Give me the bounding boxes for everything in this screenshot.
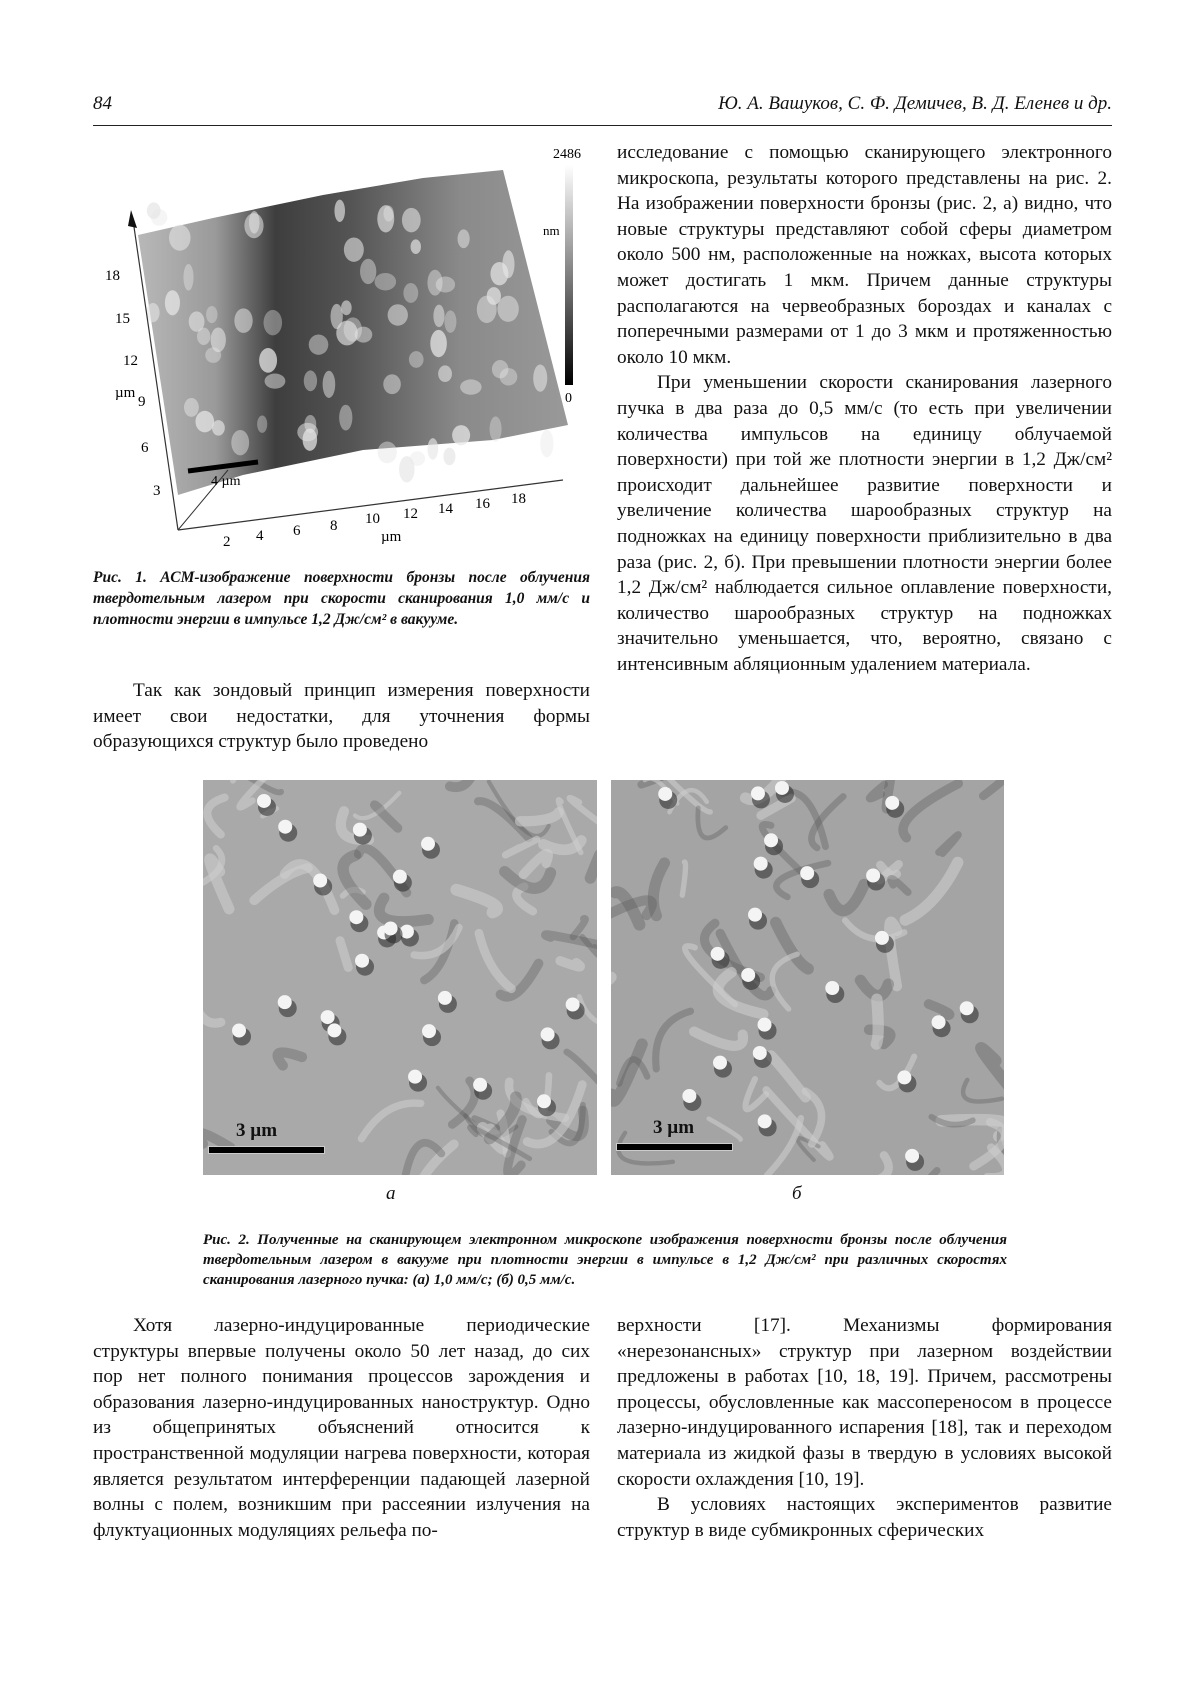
submicron-sphere bbox=[232, 1024, 246, 1038]
submicron-sphere bbox=[825, 981, 839, 995]
scale-bar-label: 4 µm bbox=[211, 474, 241, 489]
surface-texture bbox=[876, 999, 878, 1044]
page-number: 84 bbox=[93, 93, 112, 115]
figure-1-afm-image bbox=[93, 140, 593, 550]
submicron-sphere bbox=[758, 1018, 772, 1032]
scale-bar-label: 3 µm bbox=[653, 1117, 694, 1139]
submicron-sphere bbox=[741, 968, 755, 982]
surface-peak bbox=[341, 300, 352, 315]
surface-peak bbox=[360, 259, 376, 284]
surface-texture bbox=[560, 961, 580, 967]
surface-peak bbox=[490, 262, 508, 285]
colorbar-unit: nm bbox=[543, 223, 560, 238]
x-tick: 16 bbox=[475, 496, 491, 512]
submicron-sphere bbox=[711, 947, 725, 961]
submicron-sphere bbox=[473, 1078, 487, 1092]
y-tick: 9 bbox=[138, 394, 146, 410]
submicron-sphere bbox=[866, 868, 880, 882]
surface-peak bbox=[428, 438, 439, 460]
submicron-sphere bbox=[875, 931, 889, 945]
surface-peak bbox=[234, 308, 252, 333]
surface-peak bbox=[444, 310, 456, 333]
submicron-sphere bbox=[754, 857, 768, 871]
x-tick: 12 bbox=[403, 506, 418, 522]
surface-peak bbox=[344, 237, 364, 261]
surface-peak bbox=[212, 420, 225, 436]
surface-peak bbox=[189, 311, 205, 331]
submicron-sphere bbox=[758, 1114, 772, 1128]
paragraph: Хотя лазерно-индуцированные периодические структуры впервые получены около 50 лет назад, до сих пор нет полного понимания процессов зарождения и образования лазерно-индуцированных наноструктур. Одно из общепринятых объяснений относится к пространственной модуляции нагрева поверхности, которая является результатом интерференции падающей лазерной волны с полем, возникшим при рассеянии излучения на флуктуационных модуляциях рельефа по- bbox=[93, 1313, 590, 1543]
paragraph: При уменьшении скорости сканирования лазерного пучка в два раза до 0,5 мм/с (то есть при увеличении количества импульсов на единицу облучаемой поверхности) при той же плотности энергии в 1,2 Дж/см² происходит дальнейшее развитие поверхности и увеличение количества шарообразных структур на подножках на единицу поверхности приблизительно в два раза (рис. 2, б). При превышении плотности энергии более 1,2 Дж/см² наблюдается сильное оплавление поверхности, количество шарообразных структур на подножках значительно уменьшается, что, вероятно, связано с интенсивным абляционным удалением материала. bbox=[617, 370, 1112, 677]
y-axis-unit: µm bbox=[115, 385, 136, 401]
surface-peak bbox=[259, 348, 277, 373]
submicron-sphere bbox=[800, 866, 814, 880]
sem-image-a bbox=[203, 780, 597, 1175]
surface-peak bbox=[378, 441, 397, 463]
x-tick: 2 bbox=[223, 534, 231, 550]
colorbar-min: 0 bbox=[565, 391, 572, 406]
submicron-sphere bbox=[438, 991, 452, 1005]
surface-peak bbox=[257, 415, 267, 432]
surface-peak bbox=[430, 330, 447, 357]
y-tick: 18 bbox=[105, 268, 120, 284]
y-tick: 15 bbox=[115, 311, 130, 327]
bottom-left-text bbox=[93, 1313, 590, 1543]
y-axis-arrow-icon bbox=[128, 210, 137, 228]
surface-peak bbox=[146, 303, 159, 322]
surface-peak bbox=[388, 304, 408, 325]
scale-bar bbox=[616, 1143, 733, 1151]
paragraph: В условиях настоящих экспериментов развитие структур в виде субмикронных сферических bbox=[617, 1492, 1112, 1543]
paragraph: верхности [17]. Механизмы формирования «нерезонансных» структур при лазерном воздействии предложены в работах [10, 18, 19]. Причем, рассмотрены процессы, обусловленные как массопереносом в процессе лазерно-индуцированного испарения [18], так и переходом материала из жидкой фазы в твердую в условиях высокой скорости охлаждения [10, 19]. bbox=[617, 1313, 1112, 1492]
surface-peak bbox=[195, 411, 214, 433]
submicron-sphere bbox=[885, 796, 899, 810]
submicron-sphere bbox=[897, 1070, 911, 1084]
surface-peak bbox=[433, 305, 444, 327]
surface-peak bbox=[304, 370, 317, 391]
scale-bar-label: 3 µm bbox=[236, 1120, 277, 1142]
scale-bar bbox=[208, 1146, 325, 1154]
y-tick: 3 bbox=[153, 483, 161, 499]
surface-peak bbox=[411, 239, 421, 254]
submicron-sphere bbox=[751, 786, 765, 800]
surface-peak bbox=[206, 306, 217, 323]
surface-peak bbox=[183, 264, 193, 291]
surface-peak bbox=[334, 200, 345, 222]
panel-label-a: а bbox=[386, 1183, 396, 1205]
running-header-authors: Ю. А. Вашуков, С. Ф. Демичев, В. Д. Еленев и др. bbox=[718, 93, 1112, 115]
submicron-sphere bbox=[541, 1027, 555, 1041]
surface-peak bbox=[309, 334, 329, 354]
surface-peak bbox=[427, 270, 442, 296]
submicron-sphere bbox=[753, 1046, 767, 1060]
submicron-sphere bbox=[321, 1010, 335, 1024]
submicron-sphere bbox=[422, 1024, 436, 1038]
submicron-sphere bbox=[905, 1149, 919, 1163]
surface-peak bbox=[375, 273, 397, 290]
submicron-sphere bbox=[421, 837, 435, 851]
surface-peak bbox=[452, 425, 470, 445]
submicron-sphere bbox=[682, 1089, 696, 1103]
surface-peak bbox=[402, 208, 421, 233]
left-column-text bbox=[93, 678, 590, 755]
surface-peak bbox=[540, 430, 553, 458]
surface-peak bbox=[231, 430, 249, 455]
submicron-sphere bbox=[960, 1001, 974, 1015]
bottom-right-text bbox=[617, 1313, 1112, 1543]
submicron-sphere bbox=[278, 995, 292, 1009]
surface-peak bbox=[264, 310, 283, 336]
surface-peak bbox=[377, 205, 394, 232]
surface-peak bbox=[339, 405, 352, 431]
submicron-sphere bbox=[278, 820, 292, 834]
surface-peak bbox=[151, 209, 168, 226]
paragraph: Так как зондовый принцип измерения поверхности имеет свои недостатки, для уточнения формы образующихся структур было проведено bbox=[93, 678, 590, 755]
surface-peak bbox=[249, 211, 260, 234]
right-column-text bbox=[617, 140, 1112, 677]
colorbar-max: 2486 bbox=[553, 147, 581, 162]
surface-peak bbox=[169, 225, 191, 251]
surface-peak bbox=[399, 456, 415, 482]
surface-peak bbox=[336, 321, 358, 346]
submicron-sphere bbox=[355, 954, 369, 968]
sem-image-b bbox=[611, 780, 1004, 1175]
submicron-sphere bbox=[384, 921, 398, 935]
submicron-sphere bbox=[313, 874, 327, 888]
x-tick: 18 bbox=[511, 491, 526, 507]
y-tick: 12 bbox=[123, 353, 138, 369]
panel-label-b: б bbox=[792, 1183, 802, 1205]
figure-1-caption: Рис. 1. АСМ-изображение поверхности бронзы после облучения твердотельным лазером при скорости сканирования 1,0 мм/с и плотности энергии в импульсе 1,2 Дж/см² в вакууме. bbox=[93, 567, 590, 630]
submicron-sphere bbox=[566, 997, 580, 1011]
y-tick: 6 bbox=[141, 440, 149, 456]
figure-2-caption: Рис. 2. Полученные на сканирующем электронном микроскопе изображения поверхности бронзы после облучения твердотельным лазером в вакууме при плотности энергии в импульсе в 1,2 Дж/см² при различных скоростях сканирования лазерного пучка: (а) 1,0 мм/с; (б) 0,5 мм/с. bbox=[203, 1230, 1007, 1290]
x-tick: 4 bbox=[256, 528, 264, 544]
x-tick: 10 bbox=[365, 511, 380, 527]
surface-peak bbox=[497, 296, 518, 322]
paragraph: исследование с помощью сканирующего электронного микроскопа, результаты которого представлены на рис. 2. На изображении поверхности бронзы (рис. 2, а) видно, что новые структуры представляют собой сферы диаметром около 500 нм, расположенные на ножках, высота которых может достигать 1 мкм. Причем данные структуры располагаются на червеобразных бороздах и каналах с поперечными размерами от 1 до 3 мкм и протяженностью около 10 мкм. bbox=[617, 140, 1112, 370]
submicron-sphere bbox=[764, 833, 778, 847]
surface-peak bbox=[165, 290, 180, 315]
submicron-sphere bbox=[748, 908, 762, 922]
submicron-sphere bbox=[408, 1070, 422, 1084]
x-axis-unit: µm bbox=[381, 529, 402, 545]
submicron-sphere bbox=[349, 910, 363, 924]
surface-peak bbox=[323, 371, 336, 398]
submicron-sphere bbox=[257, 794, 271, 808]
surface-peak bbox=[500, 368, 518, 385]
surface-texture bbox=[889, 922, 897, 987]
surface-peak bbox=[211, 327, 226, 352]
x-tick: 14 bbox=[438, 501, 454, 517]
submicron-sphere bbox=[327, 1023, 341, 1037]
surface-peak bbox=[458, 229, 470, 248]
submicron-sphere bbox=[713, 1056, 727, 1070]
surface-peak bbox=[460, 379, 481, 394]
x-tick: 8 bbox=[330, 518, 338, 534]
surface-peak bbox=[184, 398, 199, 417]
surface-peak bbox=[409, 351, 424, 368]
surface-peak bbox=[403, 283, 418, 303]
submicron-sphere bbox=[393, 870, 407, 884]
header-rule bbox=[93, 125, 1112, 126]
x-tick: 6 bbox=[293, 523, 301, 539]
surface-peak bbox=[438, 365, 452, 382]
surface-peak bbox=[443, 448, 455, 466]
surface-peak bbox=[383, 374, 401, 394]
colorbar bbox=[565, 165, 573, 385]
submicron-sphere bbox=[932, 1015, 946, 1029]
submicron-sphere bbox=[537, 1094, 551, 1108]
submicron-sphere bbox=[353, 823, 367, 837]
submicron-sphere bbox=[775, 781, 789, 795]
surface-peak bbox=[533, 364, 547, 391]
submicron-sphere bbox=[658, 787, 672, 801]
surface-peak bbox=[297, 423, 318, 441]
surface-peak bbox=[477, 296, 497, 324]
surface-peak bbox=[490, 416, 502, 441]
surface-peak bbox=[265, 374, 286, 389]
